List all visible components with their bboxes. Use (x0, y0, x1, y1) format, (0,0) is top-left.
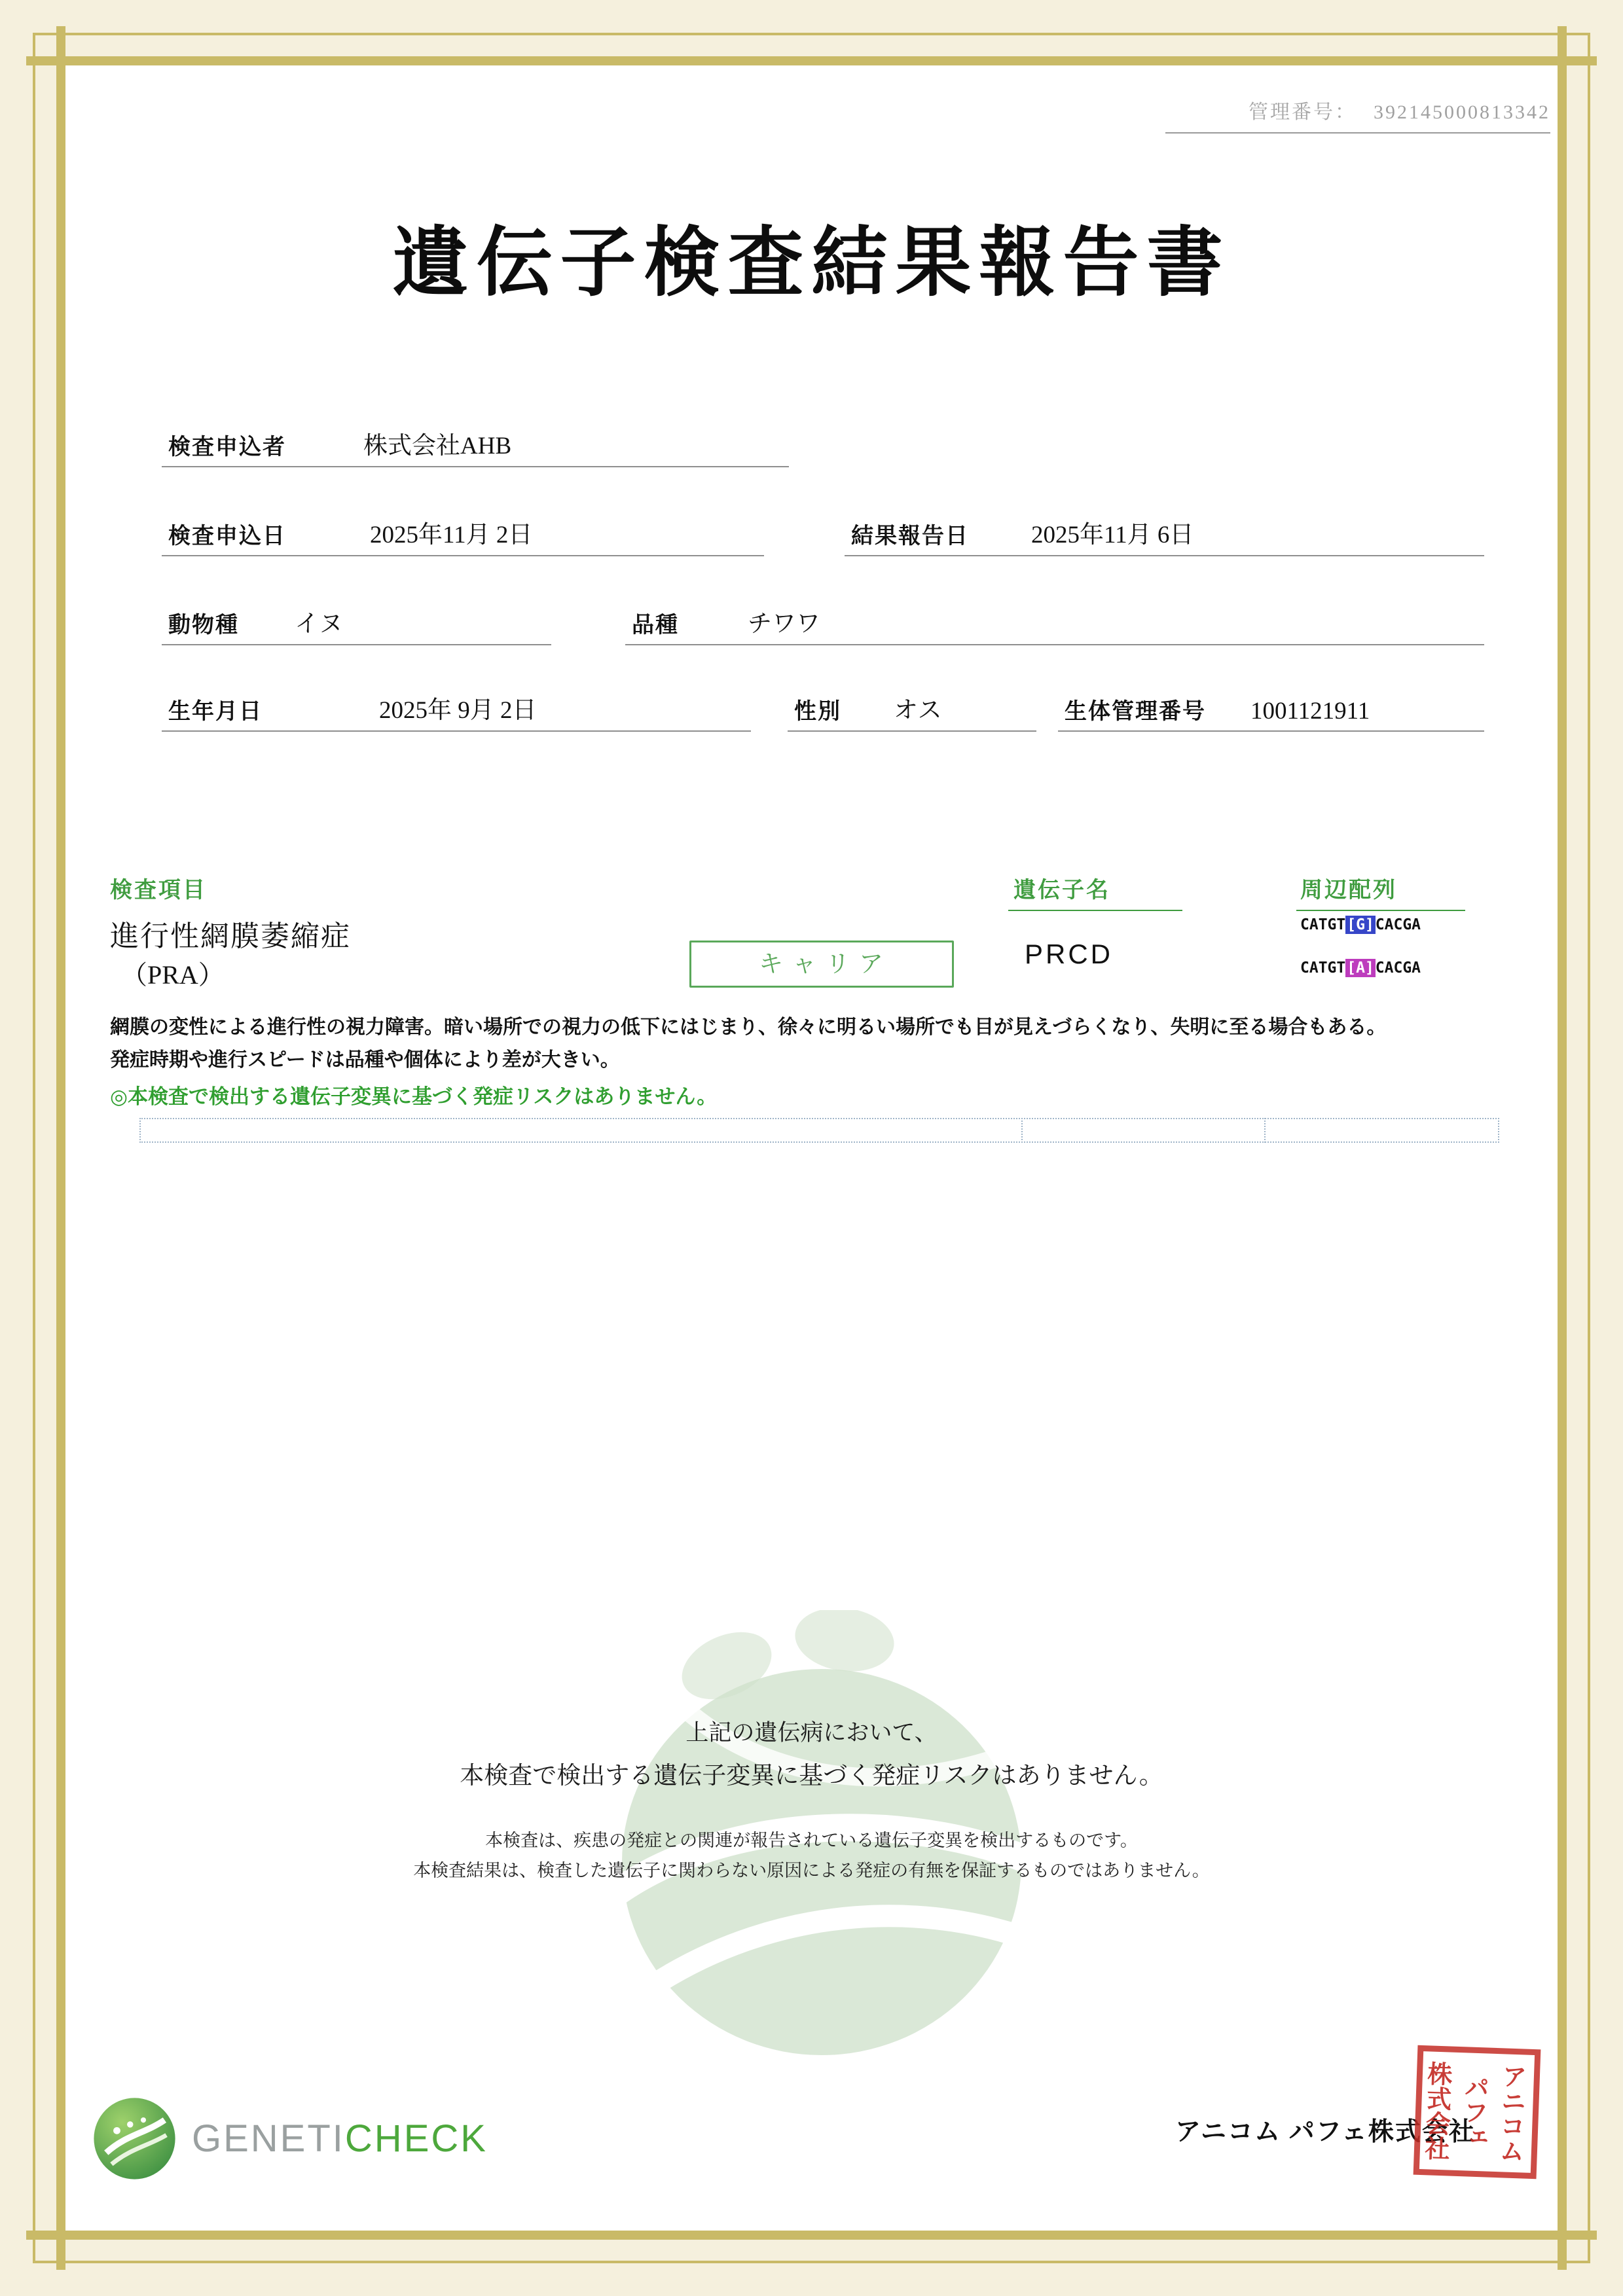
disease-name: 進行性網膜萎縮症 (110, 920, 351, 952)
summary-note1: 本検査は、疾患の発症との関連が報告されている遺伝子変異を検出するものです。 (485, 1831, 1138, 1850)
sequence-normal-variant: [G] (1347, 916, 1374, 933)
company-seal-column3: 株式会社 (1420, 2060, 1451, 2161)
company-seal (1413, 2045, 1541, 2179)
sequence-mutant-prefix: CATGT (1300, 960, 1346, 977)
field-birth-date-label: 生年月日 (168, 700, 263, 724)
field-animal-id-value: 1001121911 (1250, 698, 1370, 725)
gene-name-value: PRCD (1025, 939, 1114, 969)
field-applicant-label: 検査申込者 (168, 435, 286, 459)
gene-name-header: 遺伝子名 (1013, 878, 1110, 903)
sequence-mutant (1300, 960, 1421, 977)
field-sex-value: オス (894, 697, 942, 724)
field-animal-id (1058, 692, 1484, 732)
summary-note2: 本検査結果は、検査した遺伝子に関わらない原因による発症の有無を保証するものではありません。 (413, 1861, 1210, 1880)
test-item-header: 検査項目 (110, 878, 207, 903)
corner-ornament (1558, 2191, 1567, 2270)
field-report-date (845, 517, 1484, 556)
field-applicant (162, 428, 789, 467)
brand-wordmark-part2: CHECK (344, 2117, 488, 2160)
brand-logo-icon (90, 2094, 179, 2183)
field-apply-date-label: 検査申込日 (168, 524, 286, 548)
field-apply-date (162, 517, 764, 556)
corner-ornament (1558, 26, 1567, 105)
field-species (162, 606, 551, 645)
management-number-value: 392145000813342 (1374, 101, 1550, 123)
empty-result-row-divider (1021, 1118, 1023, 1143)
field-sex (788, 692, 1036, 732)
field-report-date-value: 2025年11月 6日 (1031, 522, 1194, 548)
company-seal-column1: アニコム (1495, 2063, 1526, 2164)
brand-logo (90, 2094, 488, 2183)
disease-description-line1: 網膜の変性による進行性の視力障害。暗い場所での視力の低下にはじまり、徐々に明るい場所でも目が見えづらくなり、失明に至る場合もある。 (110, 1016, 1387, 1038)
field-species-value: イヌ (295, 611, 343, 637)
corner-ornament (56, 26, 65, 105)
sequence-mutant-variant: [A] (1347, 960, 1374, 977)
sequence-normal (1300, 916, 1421, 933)
sequence-normal-suffix: CACGA (1375, 916, 1421, 933)
field-birth-date-value: 2025年 9月 2日 (379, 697, 537, 724)
corner-ornament (26, 2231, 105, 2240)
sequence-header-underline (1296, 910, 1465, 911)
company-name: アニコム パフェ株式会社 (1175, 2118, 1476, 2146)
brand-wordmark-part1: GENETI (192, 2117, 345, 2160)
summary-statement-line2: 本検査で検出する遺伝子変異に基づく発症リスクはありません。 (460, 1762, 1163, 1789)
sequence-mutant-suffix: CACGA (1375, 960, 1421, 977)
disease-abbreviation: （PRA） (121, 960, 225, 990)
field-animal-id-label: 生体管理番号 (1065, 700, 1206, 724)
empty-result-row-divider (1264, 1118, 1266, 1143)
corner-ornament (26, 56, 105, 65)
page-title: 遺伝子検査結果報告書 (392, 222, 1231, 306)
company-seal-column2: パフェ (1458, 2074, 1488, 2150)
management-number-label: 管理番号： (1249, 101, 1357, 123)
management-number (1165, 96, 1550, 134)
summary-statement-line1: 上記の遺伝病において、 (685, 1720, 938, 1746)
field-breed-label: 品種 (632, 613, 679, 637)
field-breed (625, 606, 1484, 645)
field-species-label: 動物種 (168, 613, 239, 637)
risk-note: ◎本検査で検出する遺伝子変異に基づく発症リスクはありません。 (110, 1085, 718, 1108)
disease-description-line2: 発症時期や進行スピードは品種や個体により差が大きい。 (110, 1049, 620, 1071)
field-birth-date (162, 692, 751, 732)
sequence-header: 周辺配列 (1300, 878, 1397, 903)
brand-wordmark (192, 2117, 488, 2161)
empty-result-row (139, 1118, 1499, 1143)
field-report-date-label: 結果報告日 (851, 524, 969, 548)
field-applicant-value: 株式会社AHB (363, 433, 512, 459)
corner-ornament (56, 2191, 65, 2270)
sequence-normal-prefix: CATGT (1300, 916, 1346, 933)
gene-header-underline (1008, 910, 1182, 911)
field-sex-label: 性別 (794, 700, 841, 724)
field-breed-value: チワワ (748, 611, 820, 637)
result-status-badge: キャリア (689, 941, 954, 988)
field-apply-date-value: 2025年11月 2日 (370, 522, 533, 548)
